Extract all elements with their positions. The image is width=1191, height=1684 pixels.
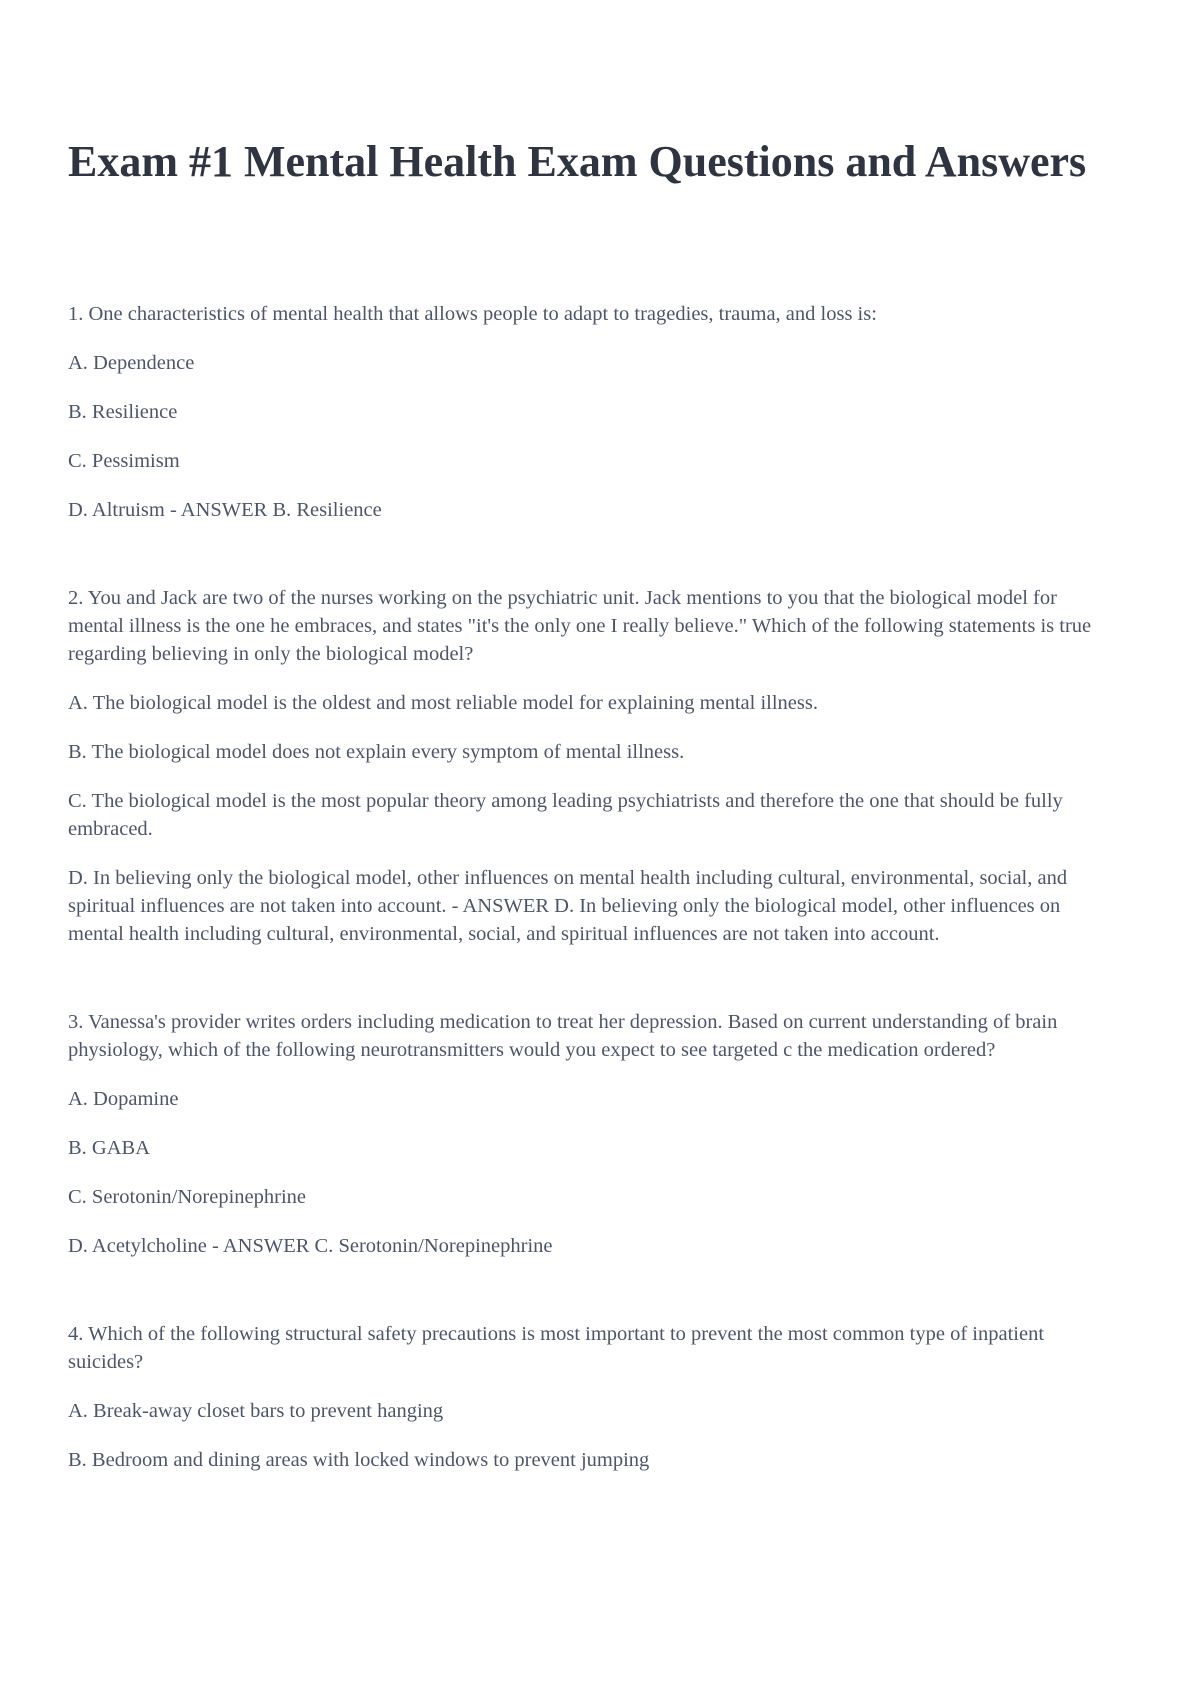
question-4: [68, 1320, 1101, 1474]
answer-option: C. The biological model is the most popular theory among leading psychiatrists and therefore the one that should be fully embraced.: [68, 790, 1063, 840]
answer-option: B. The biological model does not explain every symptom of mental illness.: [68, 741, 685, 763]
question-2: [68, 584, 1101, 948]
answer-option: C. Serotonin/Norepinephrine: [68, 1186, 306, 1208]
answer-option: A. Dependence: [68, 352, 195, 374]
answer-option: B. Bedroom and dining areas with locked windows to prevent jumping: [68, 1449, 650, 1471]
question-prompt: 1. One characteristics of mental health that allows people to adapt to tragedies, trauma, and loss is:: [68, 303, 877, 325]
answer-option: D. Altruism - ANSWER B. Resilience: [68, 499, 382, 521]
question-3: [68, 1008, 1101, 1260]
answer-option: A. Dopamine: [68, 1088, 179, 1110]
question-list: [68, 300, 1101, 1474]
document-title: Exam #1 Mental Health Exam Questions and Answers: [68, 137, 1087, 186]
answer-option: A. Break-away closet bars to prevent hanging: [68, 1400, 444, 1422]
question-prompt: 4. Which of the following structural safety precautions is most important to prevent the most common type of inpatient suicides?: [68, 1323, 1045, 1373]
answer-option: C. Pessimism: [68, 450, 180, 472]
answer-option: B. Resilience: [68, 401, 178, 423]
question-prompt: 3. Vanessa's provider writes orders including medication to treat her depression. Based on current understanding of brain physiology, which of the following neurotransmitters would you expect to see targeted c the medication ordered?: [68, 1011, 1058, 1061]
answer-option: D. Acetylcholine - ANSWER C. Serotonin/Norepinephrine: [68, 1235, 553, 1257]
answer-option: A. The biological model is the oldest and most reliable model for explaining mental illness.: [68, 692, 818, 714]
question-prompt: 2. You and Jack are two of the nurses working on the psychiatric unit. Jack mentions to you that the biological model for mental illness is the one he embraces, and states "it's the only one I really believe." Which of the following statements is true regarding believing in only the biological model?: [68, 587, 1092, 665]
answer-option: B. GABA: [68, 1137, 151, 1159]
answer-option: D. In believing only the biological model, other influences on mental health including cultural, environmental, social, and spiritual influences are not taken into account. - ANSWER D. In believing only the biological model, other influences on mental health including cultural, environmental, social, and spiritual influences are not taken into account.: [68, 867, 1068, 945]
question-1: [68, 300, 1101, 524]
